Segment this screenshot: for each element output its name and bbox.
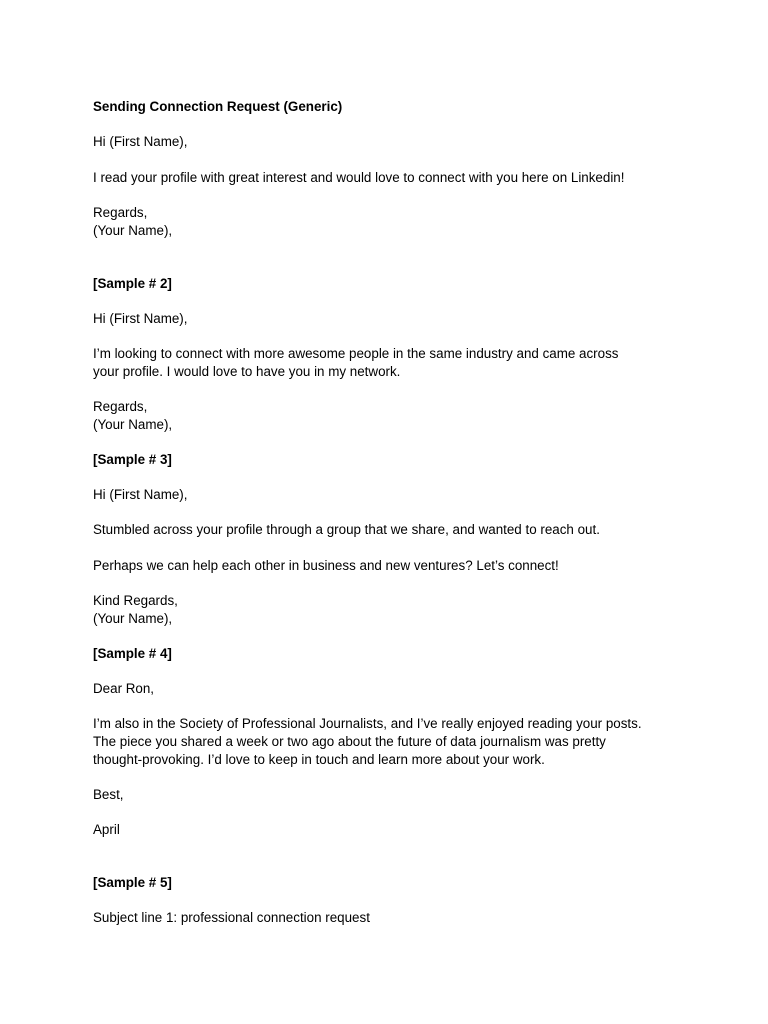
sample-2-heading: [Sample # 2] xyxy=(93,276,172,291)
sample-4-heading: [Sample # 4] xyxy=(93,646,172,661)
sample-3-body-line-2: Perhaps we can help each other in business and new ventures? Let’s connect! xyxy=(93,558,559,573)
sample-4-greeting: Dear Ron, xyxy=(93,681,155,696)
sample-2-signature: (Your Name), xyxy=(93,417,173,432)
sample-3-closing: Kind Regards, xyxy=(93,593,178,608)
sample-1-body-line-1: I read your profile with great interest and would love to connect with you here on Linkedin! xyxy=(93,170,625,185)
sample-3-heading: [Sample # 3] xyxy=(93,452,172,467)
sample-4-signature: April xyxy=(93,822,120,837)
sample-2-greeting: Hi (First Name), xyxy=(93,311,188,326)
sample-4-closing: Best, xyxy=(93,787,124,802)
sample-3-greeting: Hi (First Name), xyxy=(93,487,188,502)
sample-1-signature: (Your Name), xyxy=(93,223,173,238)
sample-3-body-line-1: Stumbled across your profile through a group that we share, and wanted to reach out. xyxy=(93,522,600,537)
sample-1-greeting: Hi (First Name), xyxy=(93,134,188,149)
sample-2-body-line-2: your profile. I would love to have you in my network. xyxy=(93,364,401,379)
sample-5-heading: [Sample # 5] xyxy=(93,875,172,890)
sample-3-signature: (Your Name), xyxy=(93,611,173,626)
sample-1-closing: Regards, xyxy=(93,205,148,220)
sample-4-body-line-2: The piece you shared a week or two ago about the future of data journalism was pretty xyxy=(93,734,606,749)
document-title: Sending Connection Request (Generic) xyxy=(93,99,343,114)
sample-4-body-line-3: thought-provoking. I’d love to keep in touch and learn more about your work. xyxy=(93,752,545,767)
sample-5-subject-line: Subject line 1: professional connection request xyxy=(93,910,370,925)
sample-4-body-line-1: I’m also in the Society of Professional Journalists, and I’ve really enjoyed reading your posts. xyxy=(93,716,642,731)
sample-2-closing: Regards, xyxy=(93,399,148,414)
sample-2-body-line-1: I’m looking to connect with more awesome people in the same industry and came across xyxy=(93,346,619,361)
